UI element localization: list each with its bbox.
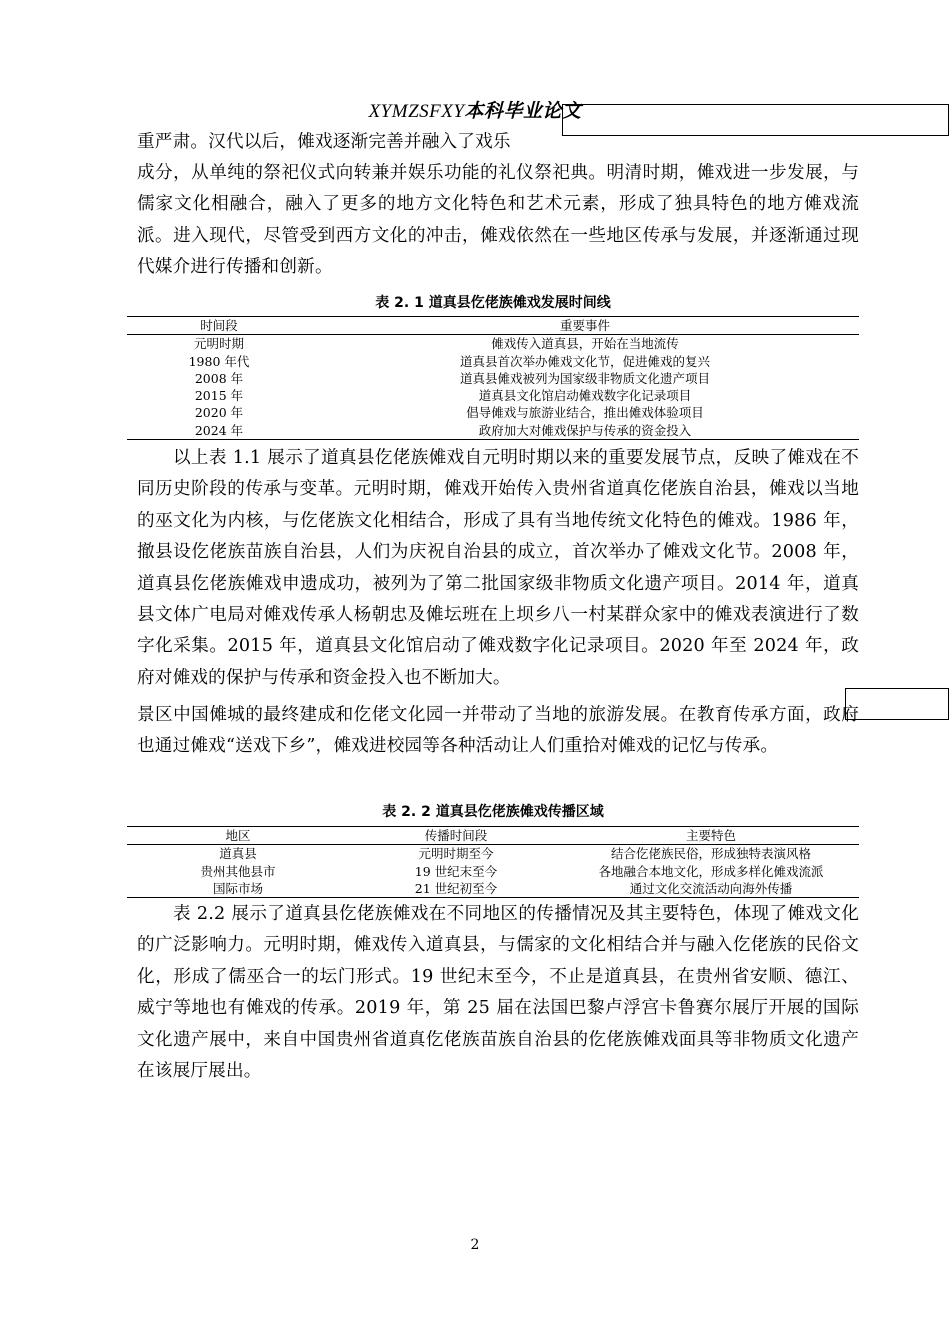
table-cell: 元明时期至今 (418, 846, 494, 862)
table-cell: 通过文化交流活动向海外传播 (563, 880, 859, 898)
table-row (127, 370, 859, 387)
table-cell: 道真县 (219, 846, 257, 862)
table-cell: 元明时期 (193, 336, 244, 352)
table-row (127, 335, 859, 353)
table-row (127, 863, 859, 880)
table-header-cell: 地区 (127, 827, 349, 845)
table-header-cell: 主要特色 (563, 827, 859, 845)
table-cell: 2008 年 (194, 370, 244, 386)
table-row (127, 387, 859, 404)
paragraph: 成分，从单纯的祭祀仪式向转兼并娱乐功能的礼仪祭祀典。明清时期，傩戏进一步发展，与儒家文化相融合，融入了更多的地方文化特色和艺术元素，形成了独具特色的地方傩戏流派。进入现代，尽管受到西方文化的冲击，傩戏依然在一些地区传承与发展，并逐渐通过现代媒介进行传播和创新。 (137, 163, 859, 278)
table-row (127, 422, 859, 440)
table-header-cell: 重要事件 (311, 317, 859, 335)
table-row (127, 404, 859, 421)
table-cell: 各地融合本地文化，形成多样化傩戏流派 (598, 863, 824, 879)
page-number: 2 (470, 1237, 480, 1253)
comment-box (845, 688, 949, 720)
table-cell: 贵州其他县市 (200, 863, 276, 879)
paragraph: 景区中国傩城的最终建成和仡佬文化园一并带动了当地的旅游发展。在教育传承方面，政府也通过傩戏“送戏下乡”，傩戏进校园等各种活动让人们重拾对傩戏的记忆与传承。 (137, 705, 859, 757)
paragraph-fragment: 重严肃。汉代以后，傩戏逐渐完善并融入了戏乐 (137, 132, 511, 152)
table-row (127, 845, 859, 863)
table-cell: 1980 年代 (188, 353, 250, 369)
table-cell: 傩戏传入道真县，开始在当地流传 (491, 336, 679, 352)
table-cell: 政府加大对傩戏保护与传承的资金投入 (311, 422, 859, 440)
paragraph: 以上表 1.1 展示了道真县仡佬族傩戏自元明时期以来的重要发展节点，反映了傩戏在不同历史阶段的传承与变革。元明时期，傩戏开始传入贵州省道真仡佬族自治县，傩戏以当地的巫文化为内核，与仡佬族文化相结合，形成了具有当地传统文化特色的傩戏。1986 年，撤县设仡佬族苗族自治县，人们为庆祝自治县的成立，首次举办了傩戏文化节。2008 年，道真县仡佬族傩戏申遗成功，被列为了第二批国家级非物质文化遗产项目。2014 年，道真县文体广电局对傩戏传承人杨朝忠及傩坛班在上坝乡八一村某群众家中的傩戏表演进行了数字化采集。2015 年，道真县文化馆启动了傩戏数字化记录项目。2020 年至 2024 年，政府对傩戏的保护与传承和资金投入也不断加大。 (137, 448, 859, 688)
header-latin: XYMZSFXY (368, 101, 465, 122)
table-cell: 国际市场 (127, 880, 349, 898)
paragraph: 表 2.2 展示了道真县仡佬族傩戏在不同地区的传播情况及其主要特色，体现了傩戏文化的广泛影响力。元明时期，傩戏传入道真县，与儒家的文化相结合并与融入仡佬族的民俗文化，形成了儒巫合一的坛门形式。19 世纪末至今，不止是道真县，在贵州省安顺、德江、威宁等地也有傩戏的传承。2019 年，第 25 届在法国巴黎卢浮宫卡鲁赛尔展厅开展的国际文化遗产展中，来自中国贵州省道真仡佬族苗族自治县的仡佬族傩戏面具等非物质文化遗产在该展厅展出。 (137, 904, 859, 1082)
table-cell: 道真县傩戏被列为国家级非物质文化遗产项目 (459, 370, 710, 386)
table-cell: 倡导傩戏与旅游业结合，推出傩戏体验项目 (466, 405, 704, 421)
table-row (127, 353, 859, 370)
table-header-row (127, 827, 859, 845)
table-cell: 道真县文化馆启动傩戏数字化记录项目 (478, 388, 692, 404)
table-cell: 2015 年 (194, 388, 244, 404)
header-cjk: 本科毕业论文 (464, 100, 582, 122)
table1 (127, 316, 859, 440)
table-header-row (127, 317, 859, 335)
table-cell: 2020 年 (194, 405, 244, 421)
table-header-cell: 时间段 (127, 317, 311, 335)
table-row (127, 880, 859, 898)
table-cell: 结合仡佬族民俗，形成独特表演风格 (610, 846, 811, 862)
table1-caption: 表 2. 1 道真县仡佬族傩戏发展时间线 (375, 295, 611, 311)
table-cell: 19 世纪末至今 (414, 863, 498, 879)
table-cell: 2024 年 (127, 422, 311, 440)
table-cell: 21 世纪初至今 (349, 880, 563, 898)
table2 (127, 826, 859, 898)
table-cell: 道真县首次举办傩戏文化节，促进傩戏的复兴 (459, 353, 710, 369)
table-header-cell: 传播时间段 (349, 827, 563, 845)
table2-caption: 表 2. 2 道真县仡佬族傩戏传播区域 (382, 804, 604, 820)
